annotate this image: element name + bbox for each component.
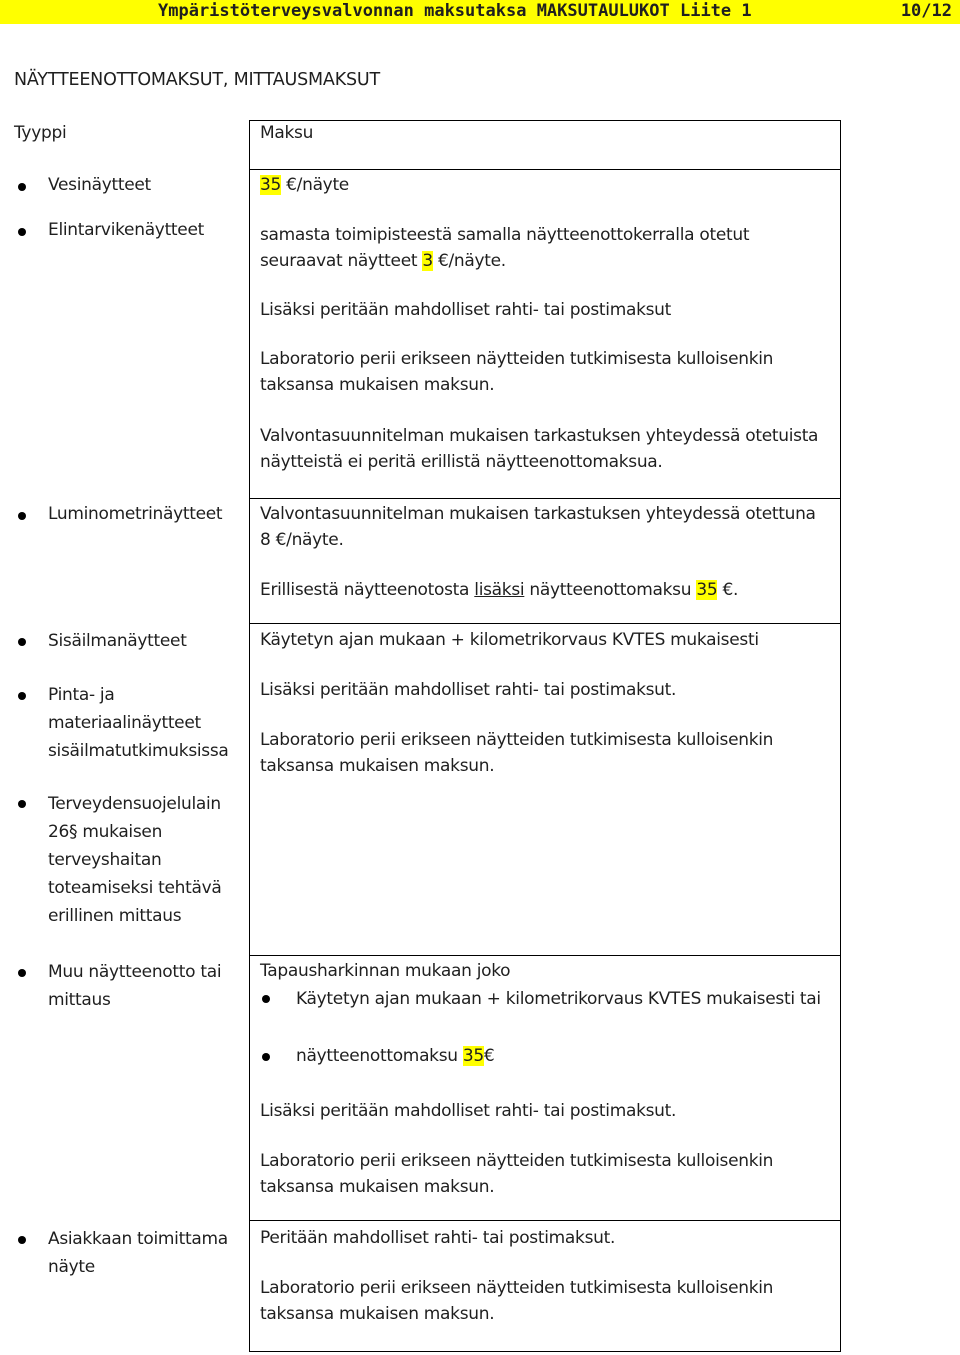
table-top-border <box>249 120 841 121</box>
type-label: Vesinäytteet <box>48 175 151 195</box>
highlighted-amount: 35 <box>462 1046 484 1066</box>
fee-lab-note: Laboratorio perii erikseen näytteiden tutkimisesta kulloisenkin taksansa mukaisen maksun. <box>260 349 774 395</box>
type-label: Sisäilmanäytteet <box>48 631 187 651</box>
table-bottom-border <box>249 1351 841 1352</box>
type-label: Elintarvikenäytteet <box>48 220 204 240</box>
fee-extra-note: Lisäksi peritään mahdolliset rahti- tai postimaksut. <box>260 680 677 700</box>
document-header <box>0 0 960 24</box>
bullet-icon <box>18 692 26 700</box>
row-divider <box>249 623 841 624</box>
type-label: Muu näytteenotto tai mittaus <box>48 962 222 1010</box>
row-divider <box>249 1220 841 1221</box>
fee-extra-note: Peritään mahdolliset rahti- tai postimaksut. <box>260 1228 616 1248</box>
fee-lab-note: Laboratorio perii erikseen näytteiden tutkimisesta kulloisenkin taksansa mukaisen maksun. <box>260 1278 774 1324</box>
fee-price: 35 €/näyte <box>260 175 349 195</box>
header-row-divider <box>249 169 841 170</box>
bullet-icon <box>18 969 26 977</box>
fee-extra-note: Lisäksi peritään mahdolliset rahti- tai postimaksut <box>260 300 672 320</box>
fee-plan-note: Valvontasuunnitelman mukaisen tarkastuksen yhteydessä otettuna 8 €/näyte. <box>260 504 816 550</box>
column-header-fee: Maksu <box>260 123 314 143</box>
bullet-icon <box>18 638 26 646</box>
column-header-type: Tyyppi <box>14 123 67 143</box>
document-title: Ympäristöterveysvalvonnan maksutaksa MAKSUTAULUKOT Liite 1 <box>158 1 752 21</box>
fee-case-basis: Tapausharkinnan mukaan joko <box>260 961 511 981</box>
fee-time-based: Käytetyn ajan mukaan + kilometrikorvaus KVTES mukaisesti <box>260 630 759 650</box>
bullet-icon <box>262 1053 270 1061</box>
fee-lab-note: Laboratorio perii erikseen näytteiden tutkimisesta kulloisenkin taksansa mukaisen maksun. <box>260 1151 774 1197</box>
row-divider <box>249 498 841 499</box>
fee-option-sampling: näytteenottomaksu 35€ <box>296 1046 495 1066</box>
type-label: Pinta- ja materiaalinäytteet sisäilmatutkimuksissa <box>48 685 229 761</box>
bullet-icon <box>18 228 26 236</box>
bullet-icon <box>18 1236 26 1244</box>
type-label: Terveydensuojelulain 26§ mukaisen terveyshaitan toteamiseksi tehtävä erillinen mittaus <box>48 794 222 926</box>
fee-plan-note: Valvontasuunnitelman mukaisen tarkastuksen yhteydessä otetuista näytteistä ei peritä erillistä näytteenottomaksua. <box>260 426 819 472</box>
page-number: 10/12 <box>900 1 952 21</box>
bullet-icon <box>18 512 26 520</box>
highlighted-amount: 3 <box>422 251 433 271</box>
row-divider <box>249 955 841 956</box>
fee-extra-note: Lisäksi peritään mahdolliset rahti- tai postimaksut. <box>260 1101 677 1121</box>
type-label: Luminometrinäytteet <box>48 504 223 524</box>
highlighted-amount: 35 <box>260 175 282 195</box>
section-title: NÄYTTEENOTTOMAKSUT, MITTAUSMAKSUT <box>14 70 380 90</box>
bullet-icon <box>262 995 270 1003</box>
column-divider <box>249 120 250 1352</box>
fee-followup-samples: samasta toimipisteestä samalla näytteenottokerralla otetut seuraavat näytteet 3 €/näyte. <box>260 225 750 271</box>
fee-lab-note: Laboratorio perii erikseen näytteiden tutkimisesta kulloisenkin taksansa mukaisen maksun. <box>260 730 774 776</box>
type-label: Asiakkaan toimittama näyte <box>48 1229 228 1277</box>
highlighted-amount: 35 <box>696 580 718 600</box>
bullet-icon <box>18 800 26 808</box>
fee-option-time: Käytetyn ajan mukaan + kilometrikorvaus KVTES mukaisesti tai <box>296 989 821 1009</box>
bullet-icon <box>18 183 26 191</box>
table-right-border <box>840 120 841 1352</box>
fee-separate-sampling: Erillisestä näytteenotosta lisäksi näytteenottomaksu 35 €. <box>260 580 739 600</box>
